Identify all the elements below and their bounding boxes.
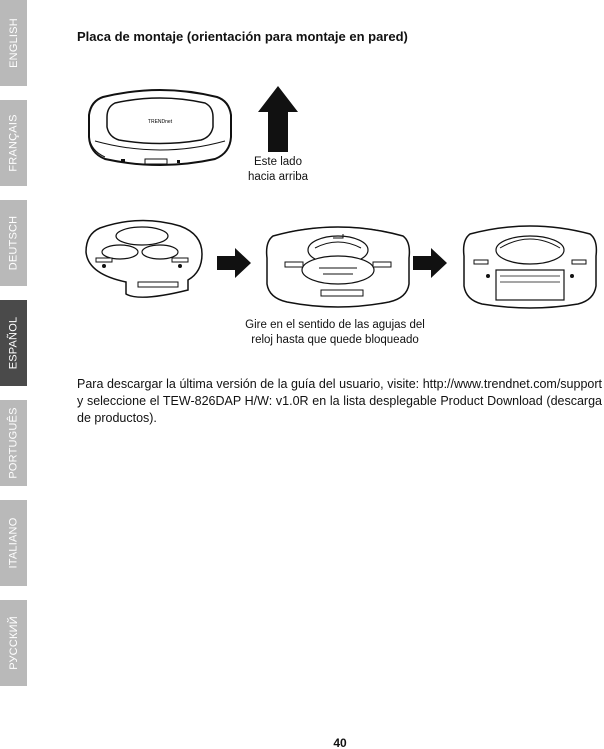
brand-logo-text: TRENDnet — [147, 119, 173, 125]
tab-label: DEUTSCH — [7, 215, 20, 271]
mounting-plate-illustration — [80, 218, 208, 298]
tab-label: ESPAÑOL — [7, 316, 20, 370]
arrow-up-icon — [258, 86, 298, 152]
tab-english[interactable] — [0, 0, 27, 86]
rotate-caption-line1: Gire en el sentido de las agujas del — [245, 319, 425, 331]
tab-label: РУССКИЙ — [7, 616, 20, 670]
up-caption-line2: hacia arriba — [247, 171, 309, 183]
tab-label: ENGLISH — [7, 18, 20, 68]
section-title: Placa de montaje (orientación para montaje en pared) — [77, 29, 408, 44]
locked-device-illustration — [460, 220, 600, 310]
tab-russian[interactable] — [0, 600, 27, 686]
rotate-device-illustration — [263, 218, 413, 310]
tab-espanol[interactable] — [0, 300, 27, 386]
tab-portugues[interactable] — [0, 400, 27, 486]
tab-italiano[interactable] — [0, 500, 27, 586]
access-point-illustration — [85, 85, 235, 175]
download-instructions: Para descargar la última versión de la guía del usuario, visite: http://www.trendnet.com/support y seleccione el TEW-826DAP H/W: v1.0R en la lista desplegable Product Download (descarga de productos). — [77, 377, 602, 425]
rotate-caption-line2: reloj hasta que quede bloqueado — [251, 334, 419, 346]
tab-deutsch[interactable] — [0, 200, 27, 286]
up-caption — [242, 155, 314, 185]
tab-label: ITALIANO — [7, 517, 20, 569]
arrow-right-icon — [217, 248, 251, 278]
tab-label: FRANÇAIS — [7, 114, 20, 172]
up-caption-line1: Este lado — [254, 156, 302, 168]
tab-francais[interactable] — [0, 100, 27, 186]
arrow-right-icon — [413, 248, 447, 278]
page-number: 40 — [333, 736, 347, 749]
rotate-caption — [240, 318, 430, 348]
tab-label: PORTUGUÊS — [7, 407, 20, 479]
